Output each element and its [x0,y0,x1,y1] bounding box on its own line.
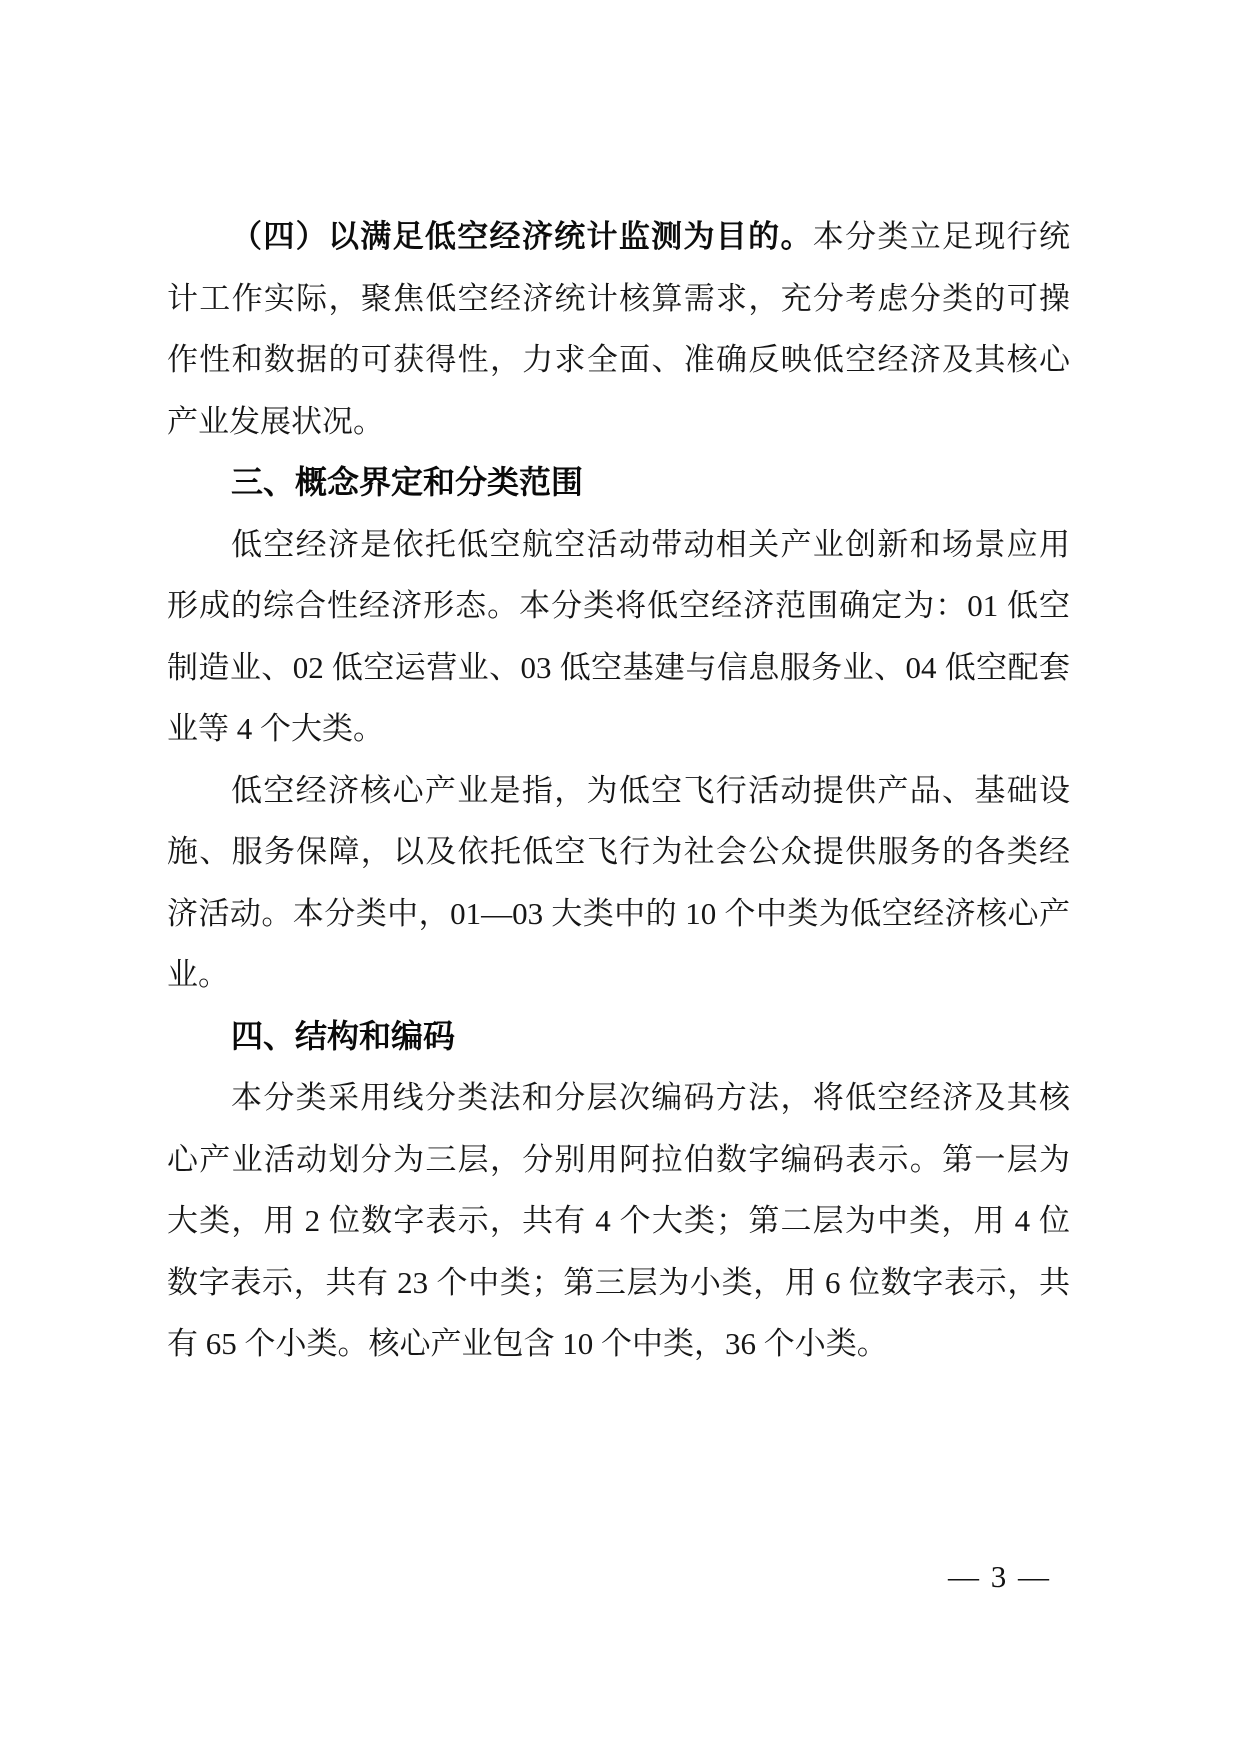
section-heading-3: 三、概念界定和分类范围 [231,464,584,500]
page-number: — 3 — [948,1559,1051,1594]
text-line: 有 65 个小类。核心产业包含 10 个中类，36 个小类。 [167,1326,888,1361]
text-line: 施、服务保障，以及依托低空飞行为社会公众提供服务的各类经 [167,834,1070,869]
text-line: 作性和数据的可获得性，力求全面、准确反映低空经济及其核心 [167,342,1070,377]
text-line: 业。 [167,957,229,992]
text-span: 本分类立足现行统 [812,219,1070,254]
text-line: 形成的综合性经济形态。本分类将低空经济范围确定为：01 低空 [167,588,1070,623]
text-line: 本分类采用线分类法和分层次编码方法，将低空经济及其核 [231,1080,1070,1115]
text-line: 低空经济核心产业是指，为低空飞行活动提供产品、基础设 [231,772,1070,808]
document-body [167,206,1070,1375]
text-line: 低空经济是依托低空航空活动带动相关产业创新和场景应用 [231,526,1070,562]
clause-four-lead-bold: （四）以满足低空经济统计监测为目的。 [231,219,813,254]
text-line: 数字表示，共有 23 个中类；第三层为小类，用 6 位数字表示，共 [167,1264,1070,1300]
text-line: 计工作实际，聚焦低空经济统计核算需求，充分考虑分类的可操 [167,280,1070,316]
text-line: 大类，用 2 位数字表示，共有 4 个大类；第二层为中类，用 4 位 [167,1203,1070,1238]
text-line [167,206,1070,268]
text-line: 济活动。本分类中，01—03 大类中的 10 个中类为低空经济核心产 [167,895,1070,931]
text-line: 产业发展状况。 [167,403,384,439]
text-line: 业等 4 个大类。 [167,711,384,746]
text-line: 制造业、02 低空运营业、03 低空基建与信息服务业、04 低空配套 [167,649,1070,685]
text-line: 心产业活动划分为三层，分别用阿拉伯数字编码表示。第一层为 [167,1141,1070,1177]
section-heading-4: 四、结构和编码 [231,1017,456,1054]
